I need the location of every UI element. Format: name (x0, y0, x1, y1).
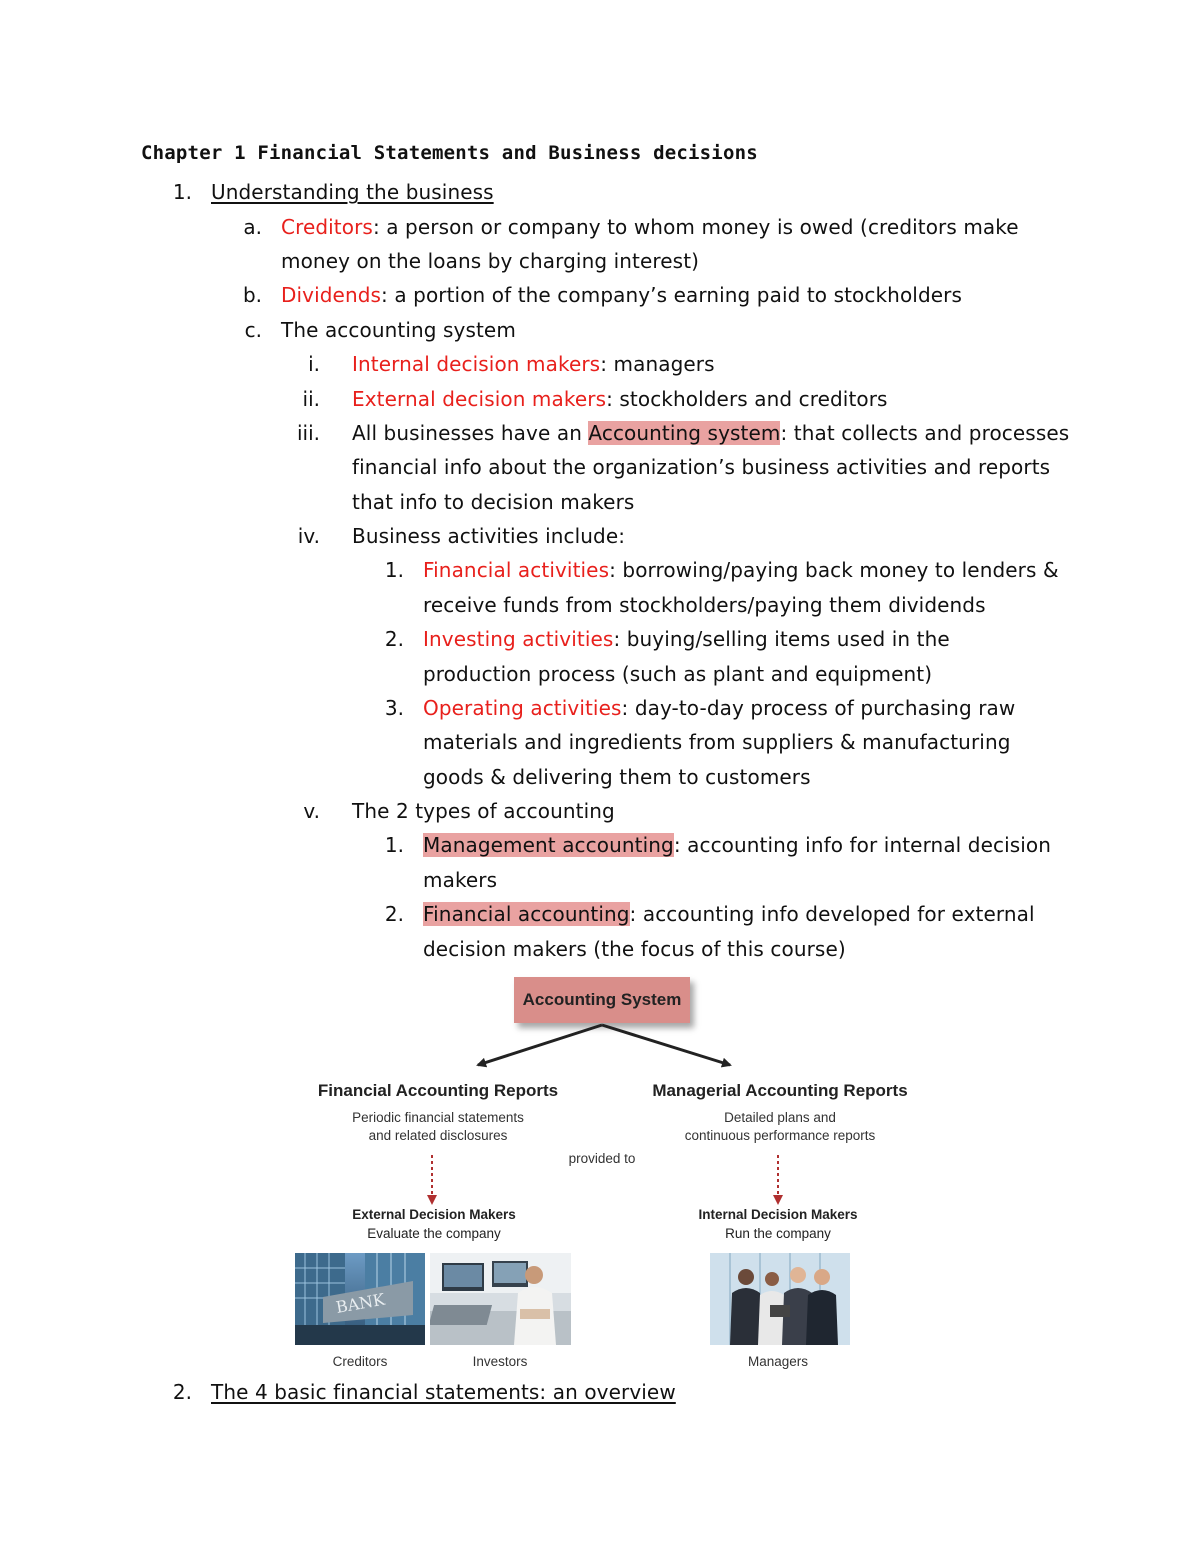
item-cii-marker: ii. (302, 387, 320, 411)
term-financial-accounting: Financial accounting (423, 902, 630, 926)
type-2-text: accounting info developed for external (636, 902, 1035, 926)
item-c-line: The accounting system (281, 318, 516, 342)
managerial-reports-sub-2: continuous performance reports (684, 1128, 876, 1143)
activity-3-line1 (423, 696, 1015, 720)
internal-decision-makers-sub: Run the company (725, 1226, 831, 1241)
managerial-reports-sub (640, 1109, 920, 1145)
item-a-line2: money on the loans by charging interest) (281, 249, 700, 273)
item-a-text: a person or company to whom money is owed (creditors make (379, 215, 1019, 239)
item-ciii-line3: that info to decision makers (352, 490, 635, 514)
item-civ-line: Business activities include: (352, 524, 626, 548)
financial-reports-sub-1: Periodic financial statements (352, 1110, 524, 1125)
item-ci-marker: i. (308, 352, 320, 376)
item-ciii-pre: All businesses have an (352, 421, 589, 445)
colon: : (372, 215, 380, 239)
section-1-heading: Understanding the business (211, 180, 494, 204)
term-financial-activities: Financial activities (423, 558, 610, 582)
type-2-line2: decision makers (the focus of this course) (423, 937, 846, 961)
colon: : (606, 387, 613, 411)
activity-1-line1 (423, 558, 1059, 582)
item-cv-marker: v. (303, 799, 320, 823)
activity-1-marker: 1. (384, 558, 404, 582)
item-civ-marker: iv. (297, 524, 320, 548)
external-decision-makers (314, 1205, 554, 1243)
section-2-number: 2. (172, 1380, 192, 1404)
financial-reports-sub-2: and related disclosures (368, 1128, 508, 1143)
financial-reports-sub (308, 1109, 568, 1145)
activity-3-marker: 3. (384, 696, 404, 720)
external-decision-makers-sub: Evaluate the company (367, 1226, 501, 1241)
item-b-line (281, 283, 962, 307)
term-operating-activities: Operating activities (423, 696, 622, 720)
internal-decision-makers-title: Internal Decision Makers (698, 1207, 858, 1222)
type-1-text: accounting info for internal decision (680, 833, 1052, 857)
activity-3-text: day-to-day process of purchasing raw (628, 696, 1016, 720)
item-ciii-line1 (352, 421, 1069, 445)
term-external-decision-makers: External decision makers (352, 387, 607, 411)
type-1-line1 (423, 833, 1051, 857)
accounting-system-box: Accounting System (514, 977, 690, 1023)
item-cii-line (352, 387, 888, 411)
item-ciii-line2: financial info about the organization’s business activities and reports (352, 455, 1051, 479)
item-ci-line (352, 352, 715, 376)
item-a-marker: a. (243, 215, 262, 239)
external-decision-makers-title: External Decision Makers (352, 1207, 516, 1222)
item-b-marker: b. (242, 283, 262, 307)
item-ciii-text: that collects and processes (787, 421, 1070, 445)
item-cii-text: stockholders and creditors (612, 387, 888, 411)
activity-1-text: borrowing/paying back money to lenders & (615, 558, 1059, 582)
item-cv-line: The 2 types of accounting (352, 799, 615, 823)
item-ciii-marker: iii. (296, 421, 320, 445)
investors-photo (430, 1253, 571, 1345)
item-c-marker: c. (244, 318, 262, 342)
caption-investors: Investors (472, 1354, 528, 1369)
section-1-number: 1. (172, 180, 192, 204)
term-internal-decision-makers: Internal decision makers (352, 352, 601, 376)
term-dividends: Dividends (281, 283, 382, 307)
page-title: Chapter 1 Financial Statements and Business decisions (141, 142, 758, 164)
colon: : (613, 627, 621, 651)
item-b-text: a portion of the company’s earning paid to stockholders (387, 283, 962, 307)
arrow-to-managerial-reports (602, 1025, 730, 1065)
type-2-line1 (423, 902, 1035, 926)
type-1-marker: 1. (384, 833, 404, 857)
activity-3-line2: materials and ingredients from suppliers & manufacturing (423, 730, 1011, 754)
term-investing-activities: Investing activities (423, 627, 614, 651)
type-2-marker: 2. (384, 902, 404, 926)
term-accounting-system: Accounting system (588, 421, 781, 445)
caption-managers: Managers (747, 1354, 809, 1369)
item-a-line1 (281, 215, 1019, 239)
section-2-heading: The 4 basic financial statements: an overview (211, 1380, 676, 1404)
activity-2-marker: 2. (384, 627, 404, 651)
provided-to-label: provided to (568, 1151, 636, 1166)
arrow-to-financial-reports (478, 1025, 602, 1065)
activity-2-line1 (423, 627, 950, 651)
colon: : (673, 833, 681, 857)
colon: : (609, 558, 616, 582)
colon: : (780, 421, 788, 445)
internal-decision-makers (658, 1205, 898, 1243)
bank-sign-text: BANK (334, 1289, 387, 1317)
colon: : (621, 696, 629, 720)
financial-reports-heading: Financial Accounting Reports (317, 1081, 559, 1100)
managerial-reports-heading: Managerial Accounting Reports (652, 1081, 908, 1100)
accounting-system-diagram (280, 965, 930, 1375)
colon: : (381, 283, 388, 307)
term-creditors: Creditors (281, 215, 373, 239)
item-ci-text: managers (607, 352, 715, 376)
activity-1-line2: receive funds from stockholders/paying them dividends (423, 593, 986, 617)
managers-photo (710, 1253, 850, 1345)
managerial-reports-sub-1: Detailed plans and (724, 1110, 836, 1125)
colon: : (629, 902, 637, 926)
term-management-accounting: Management accounting (423, 833, 674, 857)
activity-2-text: buying/selling items used in the (620, 627, 950, 651)
colon: : (600, 352, 608, 376)
bank-building-photo (295, 1253, 425, 1345)
activity-2-line2: production process (such as plant and equipment) (423, 662, 933, 686)
caption-creditors: Creditors (332, 1354, 388, 1369)
type-1-line2: makers (423, 868, 498, 892)
activity-3-line3: goods & delivering them to customers (423, 765, 811, 789)
